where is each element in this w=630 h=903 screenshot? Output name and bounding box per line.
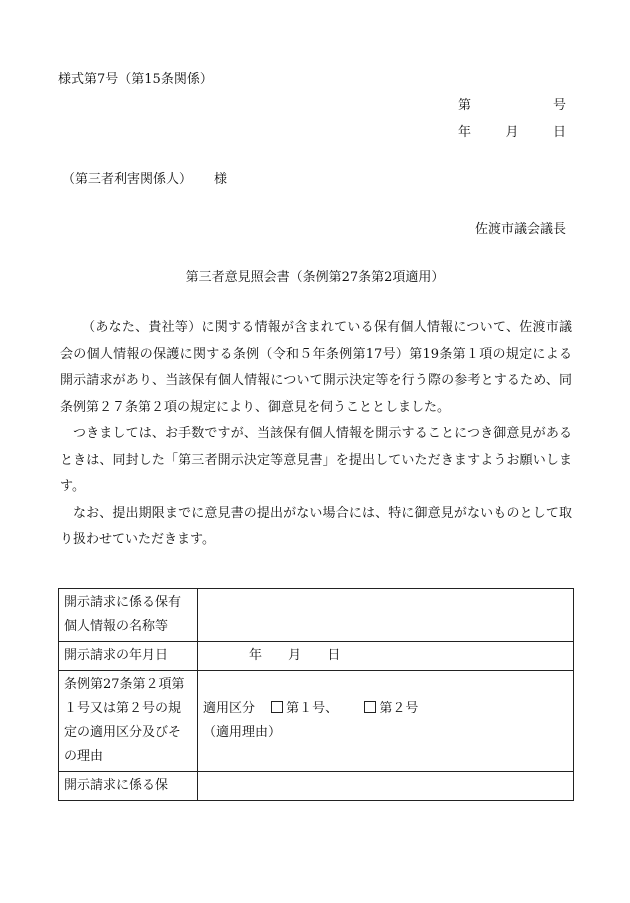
option-2[interactable] [364, 701, 418, 716]
form-number: 様式第7号（第15条関係） [58, 72, 213, 87]
addressee [62, 168, 227, 187]
document-title: 第三者意見照会書（条例第27条第2項適用） [185, 270, 445, 285]
document-number-line [458, 94, 566, 113]
option-1-label: 第１号、 [286, 701, 339, 716]
info-table [58, 588, 574, 801]
row-value-request-date[interactable] [198, 642, 574, 671]
body-paragraph-1: （あなた、貴社等）に関する情報が含まれている保有個人情報について、佐渡市議会の個人情報の保護に関する条例（令和５年条例第17号）第19条第１項の規定による開示請求があり、当該保有個人情報について開示決定等を行う際の参考とするため、同条例第２７条第２項の規定により、御意見を伺うこととしました。 [60, 320, 572, 415]
sender: 佐渡市議会議長 [474, 222, 566, 237]
row-label-request-date: 開示請求の年月日 [59, 642, 198, 671]
number-suffix: 号 [552, 98, 566, 113]
body-paragraph-2: つきましては、お手数ですが、当該保有個人情報を開示することにつき御意見があるときは、同封した「第三者開示決定等意見書」を提出していただきますようお願いします。 [60, 426, 572, 494]
request-date-month: 月 [288, 648, 302, 663]
row-label-applicable-category: 条例第27条第２項第１号又は第２号の規定の適用区分及びその理由 [59, 671, 198, 772]
reason-label: （適用理由） [203, 725, 282, 740]
option-1[interactable] [271, 701, 338, 716]
row-label-info-name: 開示請求に係る保有個人情報の名称等 [59, 589, 198, 642]
table-row [59, 589, 574, 642]
date-month: 月 [505, 125, 519, 140]
option-2-label: 第２号 [379, 701, 419, 716]
date-year: 年 [458, 125, 472, 140]
table-row [59, 772, 574, 801]
category-label: 適用区分 [203, 701, 256, 716]
row-value-applicable-category [198, 671, 574, 772]
request-date-day: 日 [327, 648, 341, 663]
body-text [60, 315, 572, 554]
number-prefix: 第 [458, 98, 472, 113]
row-label-info-partial: 開示請求に係る保 [59, 772, 198, 801]
addressee-honorific: 様 [214, 172, 228, 187]
addressee-name: （第三者利害関係人） [62, 172, 193, 187]
checkbox-icon[interactable] [271, 701, 283, 713]
row-value-info-partial[interactable] [198, 772, 574, 801]
body-paragraph-3: なお、提出期限までに意見書の提出がない場合には、特に御意見がないものとして取り扱わせていただきます。 [60, 505, 572, 547]
request-date-year: 年 [249, 648, 263, 663]
checkbox-icon[interactable] [364, 701, 376, 713]
date-day: 日 [552, 125, 566, 140]
issue-date-line [458, 121, 566, 140]
table-row [59, 642, 574, 671]
table-row [59, 671, 574, 772]
row-value-info-name[interactable] [198, 589, 574, 642]
